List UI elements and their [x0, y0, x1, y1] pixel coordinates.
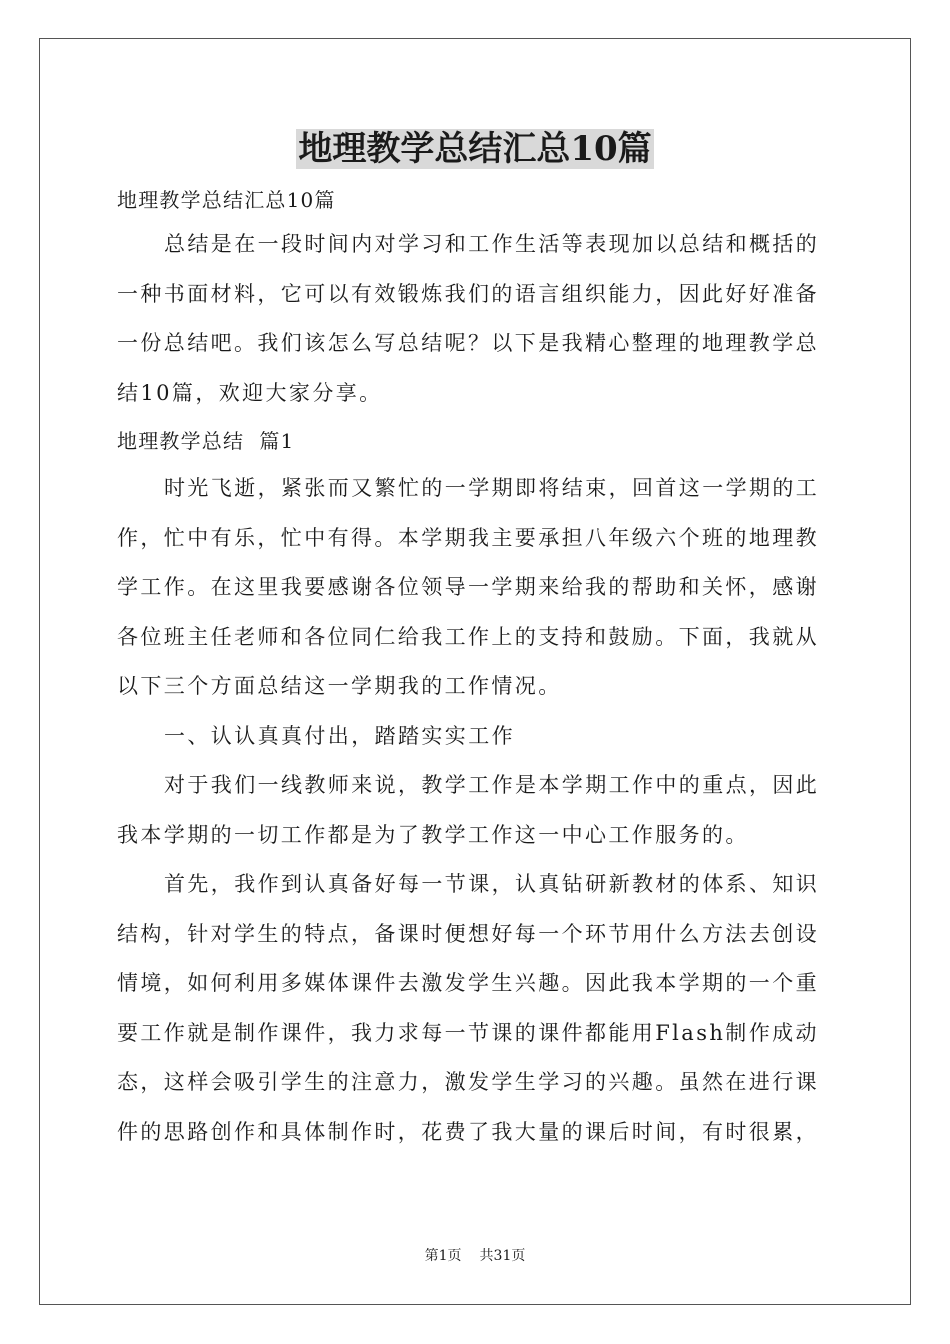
- para1-line-4: 各位班主任老师和各位同仁给我工作上的支持和鼓励。下面，我就从: [117, 624, 819, 649]
- subheading: 一、认认真真付出，踏踏实实工作: [164, 723, 515, 748]
- document-title: [0, 126, 950, 172]
- para1-line-5: 以下三个方面总结这一学期我的工作情况。: [117, 674, 562, 698]
- page-number-total: 共31页: [479, 1248, 526, 1264]
- para3-line-2: 结构，针对学生的特点，备课时便想好每一个环节用什么方法去创设: [117, 921, 819, 946]
- intro-line-2: 一种书面材料，它可以有效锻炼我们的语言组织能力，因此好好准备: [117, 281, 819, 306]
- para1-line-3: 学工作。在这里我要感谢各位领导一学期来给我的帮助和关怀，感谢: [117, 575, 819, 599]
- para1-line-2: 作，忙中有乐，忙中有得。本学期我主要承担八年级六个班的地理教: [117, 525, 819, 550]
- para1-line-1: 时光飞逝，紧张而又繁忙的一学期即将结束，回首这一学期的工: [164, 476, 820, 500]
- page-footer: [0, 1246, 950, 1266]
- para3-line-6: 件的思路创作和具体制作时，花费了我大量的课后时间，有时很累，: [117, 1119, 819, 1144]
- para2-line-1: 对于我们一线教师来说，教学工作是本学期工作中的重点，因此: [164, 773, 820, 797]
- page-number-current: 第1页: [424, 1248, 462, 1264]
- document-body: [117, 180, 833, 1157]
- document-subtitle: 地理教学总结汇总10篇: [117, 188, 336, 212]
- document-title-text: 地理教学总结汇总10篇: [298, 129, 652, 169]
- para3-line-3: 情境，如何利用多媒体课件去激发学生兴趣。因此我本学期的一个重: [117, 971, 819, 995]
- para3-line-1: 首先，我作到认真备好每一节课，认真钻研新教材的体系、知识: [164, 872, 820, 896]
- section-heading: 地理教学总结 篇1: [117, 429, 295, 453]
- para2-line-2: 我本学期的一切工作都是为了教学工作这一中心工作服务的。: [117, 822, 749, 847]
- para3-line-4: 要工作就是制作课件，我力求每一节课的课件都能用Flash制作成动: [117, 1020, 819, 1045]
- para3-line-5: 态，这样会吸引学生的注意力，激发学生学习的兴趣。虽然在进行课: [117, 1070, 819, 1094]
- intro-line-1: 总结是在一段时间内对学习和工作生活等表现加以总结和概括的: [164, 232, 820, 256]
- intro-line-4: 结10篇，欢迎大家分享。: [117, 380, 383, 405]
- intro-line-3: 一份总结吧。我们该怎么写总结呢？以下是我精心整理的地理教学总: [117, 331, 819, 355]
